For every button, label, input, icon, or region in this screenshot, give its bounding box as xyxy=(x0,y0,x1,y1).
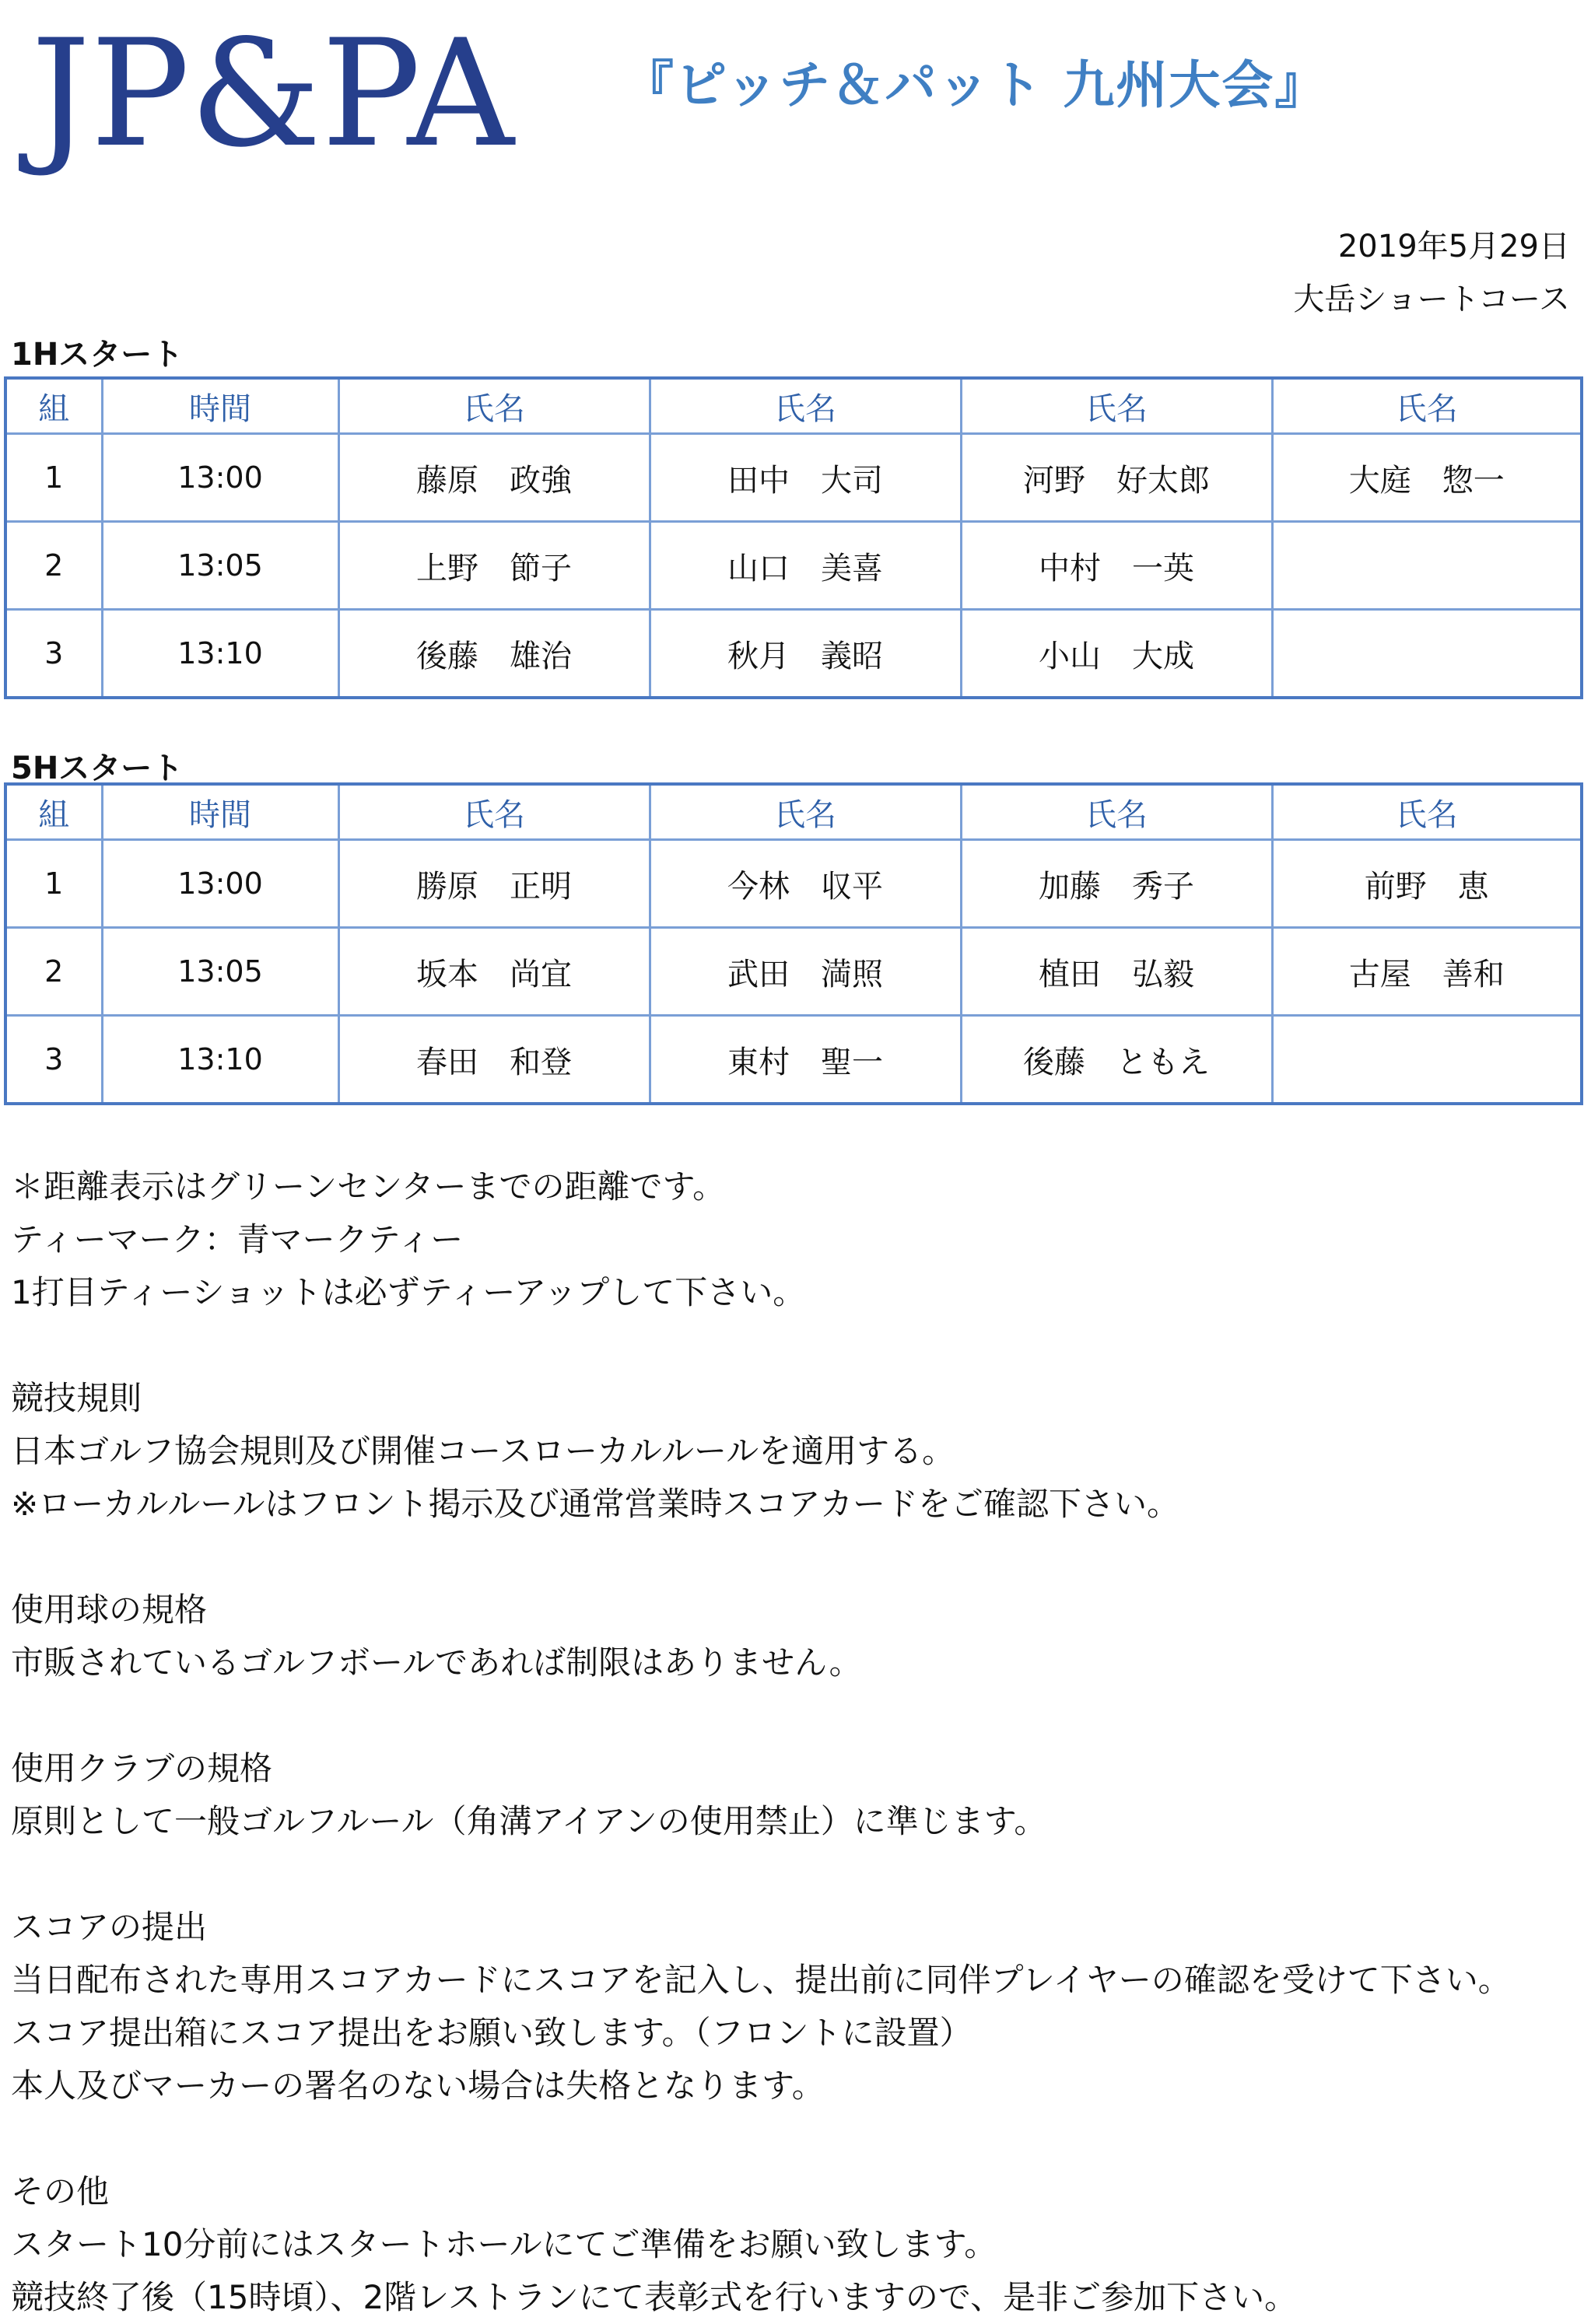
note-tee-mark: ティーマーク：青マークティー xyxy=(11,1220,464,1258)
table-row xyxy=(5,840,1582,928)
player-name-cell: 藤原 政強 xyxy=(338,434,650,522)
group-cell: 2 xyxy=(5,928,102,1016)
other-line: 競技終了後（15時頃）、2階レストランにて表彰式を行いますので、是非ご参加下さい。 xyxy=(11,2278,1298,2316)
ball-line: 市販されているゴルフボールであれば制限はありません。 xyxy=(11,1643,862,1682)
player-name-cell: 今林 収平 xyxy=(650,840,961,928)
group-cell: 3 xyxy=(5,610,102,698)
table-row xyxy=(5,434,1582,522)
table-row xyxy=(5,928,1582,1016)
column-header-name: 氏名 xyxy=(1272,784,1582,840)
page-title: 『ピッチ＆パット 九州大会』 xyxy=(622,55,1328,115)
time-cell: 13:00 xyxy=(102,840,338,928)
group-cell: 2 xyxy=(5,522,102,610)
jpa-logo xyxy=(31,6,514,180)
start-table-5h xyxy=(4,782,1583,1105)
rules-line: ※ローカルルールはフロント掲示及び通常営業時スコアカードをご確認下さい。 xyxy=(11,1485,1180,1523)
other-heading: その他 xyxy=(11,2172,110,2210)
score-line: スコア提出箱にスコア提出をお願い致します。（フロントに設置） xyxy=(11,2014,972,2052)
player-name-cell: 山口 美喜 xyxy=(650,522,961,610)
note-tee-up: 1打目ティーショットは必ずティーアップして下さい。 xyxy=(11,1273,806,1311)
group-cell: 3 xyxy=(5,1016,102,1104)
event-date: 2019年5月29日 xyxy=(1337,229,1570,264)
table-row xyxy=(5,1016,1582,1104)
player-name-cell: 東村 聖一 xyxy=(650,1016,961,1104)
player-name-cell: 後藤 ともえ xyxy=(961,1016,1272,1104)
time-cell: 13:10 xyxy=(102,1016,338,1104)
section-label-5h: 5Hスタート xyxy=(11,751,184,786)
column-header-name: 氏名 xyxy=(338,378,650,434)
player-name-cell xyxy=(1272,610,1582,698)
section-label-1h: 1Hスタート xyxy=(11,337,184,373)
table-header-row xyxy=(5,378,1582,434)
score-heading: スコアの提出 xyxy=(11,1908,208,1946)
column-header-name: 氏名 xyxy=(338,784,650,840)
rules-line: 日本ゴルフ協会規則及び開催コースローカルルールを適用する。 xyxy=(11,1432,955,1470)
player-name-cell: 小山 大成 xyxy=(961,610,1272,698)
player-name-cell: 加藤 秀子 xyxy=(961,840,1272,928)
player-name-cell: 前野 恵 xyxy=(1272,840,1582,928)
notes-section xyxy=(11,1160,1575,2324)
player-name-cell: 坂本 尚宜 xyxy=(338,928,650,1016)
table-row xyxy=(5,610,1582,698)
club-heading: 使用クラブの規格 xyxy=(11,1749,273,1787)
player-name-cell xyxy=(1272,522,1582,610)
table-header-row xyxy=(5,784,1582,840)
club-line: 原則として一般ゴルフルール（角溝アイアンの使用禁止）に準じます。 xyxy=(11,1802,1047,1840)
player-name-cell: 中村 一英 xyxy=(961,522,1272,610)
ball-heading: 使用球の規格 xyxy=(11,1591,208,1629)
column-header-name: 氏名 xyxy=(650,784,961,840)
other-line: スタート10分前にはスタートホールにてご準備をお願い致します。 xyxy=(11,2225,997,2263)
column-header-group: 組 xyxy=(5,378,102,434)
player-name-cell: 後藤 雄治 xyxy=(338,610,650,698)
column-header-group: 組 xyxy=(5,784,102,840)
column-header-time: 時間 xyxy=(102,378,338,434)
player-name-cell xyxy=(1272,1016,1582,1104)
group-cell: 1 xyxy=(5,434,102,522)
column-header-name: 氏名 xyxy=(1272,378,1582,434)
time-cell: 13:05 xyxy=(102,522,338,610)
player-name-cell: 植田 弘毅 xyxy=(961,928,1272,1016)
score-line: 本人及びマーカーの署名のない場合は失格となります。 xyxy=(11,2067,825,2105)
svg-text:JP&PA: JP&PA xyxy=(31,8,514,180)
start-table-1h xyxy=(4,376,1583,699)
score-line: 当日配布された専用スコアカードにスコアを記入し、提出前に同伴プレイヤーの確認を受けて下さい。 xyxy=(11,1961,1511,1999)
time-cell: 13:00 xyxy=(102,434,338,522)
player-name-cell: 武田 満照 xyxy=(650,928,961,1016)
column-header-name: 氏名 xyxy=(961,784,1272,840)
column-header-name: 氏名 xyxy=(961,378,1272,434)
time-cell: 13:05 xyxy=(102,928,338,1016)
rules-heading: 競技規則 xyxy=(11,1379,142,1417)
time-cell: 13:10 xyxy=(102,610,338,698)
column-header-name: 氏名 xyxy=(650,378,961,434)
player-name-cell: 大庭 惣一 xyxy=(1272,434,1582,522)
player-name-cell: 田中 大司 xyxy=(650,434,961,522)
note-distance: ＊距離表示はグリーンセンターまでの距離です。 xyxy=(11,1167,726,1206)
group-cell: 1 xyxy=(5,840,102,928)
event-venue: 大岳ショートコース xyxy=(1293,282,1570,317)
player-name-cell: 勝原 正明 xyxy=(338,840,650,928)
column-header-time: 時間 xyxy=(102,784,338,840)
table-row xyxy=(5,522,1582,610)
player-name-cell: 秋月 義昭 xyxy=(650,610,961,698)
player-name-cell: 古屋 善和 xyxy=(1272,928,1582,1016)
player-name-cell: 上野 節子 xyxy=(338,522,650,610)
player-name-cell: 春田 和登 xyxy=(338,1016,650,1104)
player-name-cell: 河野 好太郎 xyxy=(961,434,1272,522)
